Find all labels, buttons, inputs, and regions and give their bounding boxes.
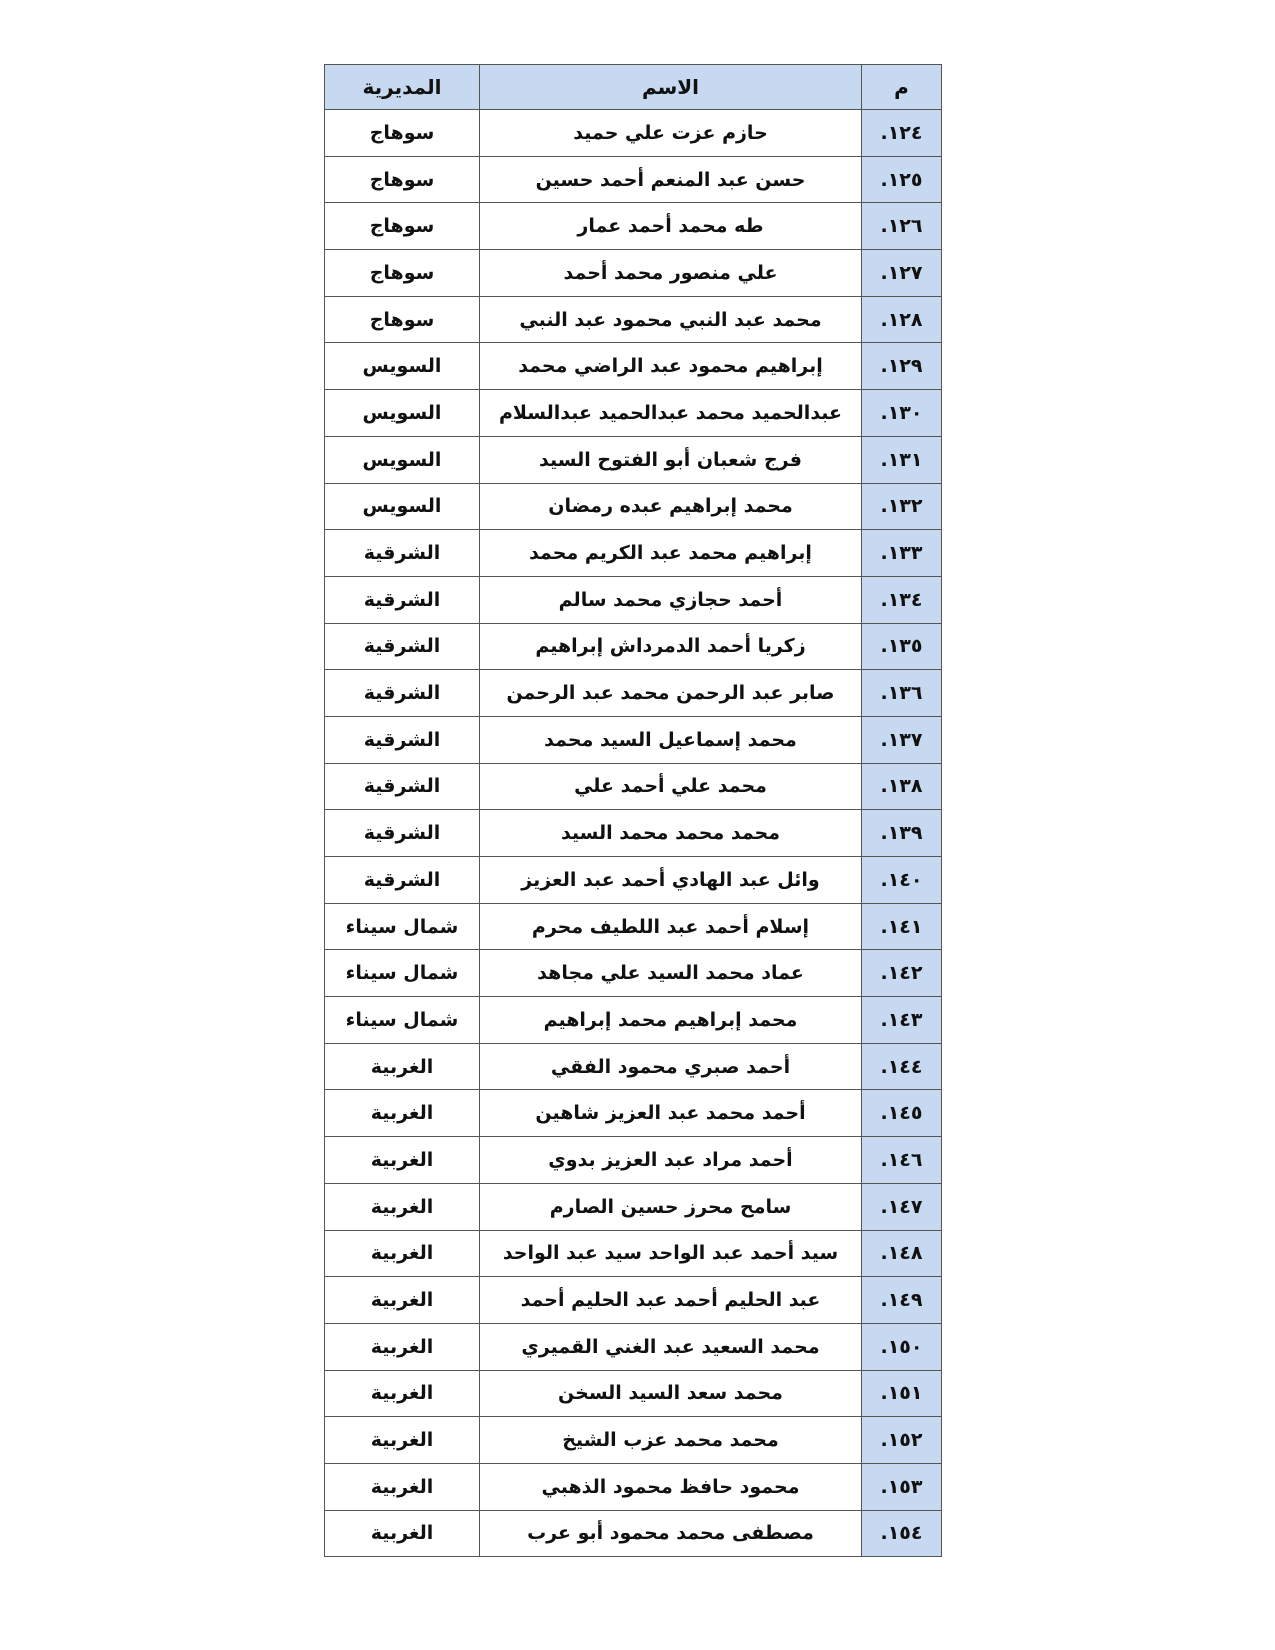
row-name: محمود حافظ محمود الذهبي: [480, 1463, 862, 1510]
table-row: [325, 530, 942, 577]
row-directorate: الغربية: [325, 1090, 480, 1137]
table-row: [325, 857, 942, 904]
table-row: [325, 1183, 942, 1230]
row-number: ١٣٩.: [862, 810, 942, 857]
table-body: [325, 110, 942, 1557]
row-number: ١٣٤.: [862, 576, 942, 623]
row-directorate: الغربية: [325, 1417, 480, 1464]
row-number: ١٤٦.: [862, 1137, 942, 1184]
row-number: ١٤٠.: [862, 857, 942, 904]
row-name: محمد علي أحمد علي: [480, 763, 862, 810]
row-directorate: الغربية: [325, 1323, 480, 1370]
row-directorate: الغربية: [325, 1137, 480, 1184]
row-directorate: الشرقية: [325, 857, 480, 904]
row-name: محمد سعد السيد السخن: [480, 1370, 862, 1417]
table-header-row: [325, 65, 942, 110]
row-name: أحمد مراد عبد العزيز بدوي: [480, 1137, 862, 1184]
table-row: [325, 716, 942, 763]
row-number: ١٣٦.: [862, 670, 942, 717]
row-directorate: الشرقية: [325, 763, 480, 810]
row-number: ١٢٤.: [862, 110, 942, 157]
row-directorate: شمال سيناء: [325, 997, 480, 1044]
table-row: [325, 390, 942, 437]
row-name: أحمد صبري محمود الفقي: [480, 1043, 862, 1090]
row-number: ١٤٥.: [862, 1090, 942, 1137]
row-directorate: السويس: [325, 483, 480, 530]
table-row: [325, 950, 942, 997]
row-number: ١٣٢.: [862, 483, 942, 530]
table-row: [325, 1323, 942, 1370]
table-row: [325, 483, 942, 530]
header-name: الاسم: [480, 65, 862, 110]
row-name: محمد السعيد عبد الغني القميري: [480, 1323, 862, 1370]
row-number: ١٣٧.: [862, 716, 942, 763]
row-number: ١٤٩.: [862, 1277, 942, 1324]
row-directorate: الغربية: [325, 1370, 480, 1417]
row-name: سيد أحمد عبد الواحد سيد عبد الواحد: [480, 1230, 862, 1277]
row-name: حازم عزت علي حميد: [480, 110, 862, 157]
row-name: أحمد حجازي محمد سالم: [480, 576, 862, 623]
row-number: ١٣٠.: [862, 390, 942, 437]
row-directorate: السويس: [325, 343, 480, 390]
table-row: [325, 203, 942, 250]
row-directorate: سوهاج: [325, 296, 480, 343]
row-directorate: الغربية: [325, 1183, 480, 1230]
row-number: ١٥٠.: [862, 1323, 942, 1370]
row-name: مصطفى محمد محمود أبو عرب: [480, 1510, 862, 1557]
row-directorate: شمال سيناء: [325, 903, 480, 950]
row-name: محمد إبراهيم محمد إبراهيم: [480, 997, 862, 1044]
row-number: ١٤٣.: [862, 997, 942, 1044]
row-number: ١٥٢.: [862, 1417, 942, 1464]
table-row: [325, 670, 942, 717]
table-row: [325, 110, 942, 157]
row-directorate: الشرقية: [325, 576, 480, 623]
row-directorate: سوهاج: [325, 110, 480, 157]
row-directorate: السويس: [325, 436, 480, 483]
table-row: [325, 156, 942, 203]
table-row: [325, 1277, 942, 1324]
header-num: م: [862, 65, 942, 110]
row-number: ١٣١.: [862, 436, 942, 483]
row-number: ١٢٨.: [862, 296, 942, 343]
row-number: ١٤٨.: [862, 1230, 942, 1277]
table-row: [325, 997, 942, 1044]
row-name: فرج شعبان أبو الفتوح السيد: [480, 436, 862, 483]
row-number: ١٣٥.: [862, 623, 942, 670]
row-name: عبدالحميد محمد عبدالحميد عبدالسلام: [480, 390, 862, 437]
row-number: ١٥٤.: [862, 1510, 942, 1557]
table-row: [325, 1230, 942, 1277]
table-row: [325, 810, 942, 857]
row-number: ١٤٤.: [862, 1043, 942, 1090]
row-name: علي منصور محمد أحمد: [480, 250, 862, 297]
row-number: ١٥١.: [862, 1370, 942, 1417]
row-number: ١٢٩.: [862, 343, 942, 390]
row-directorate: الغربية: [325, 1463, 480, 1510]
table-row: [325, 1137, 942, 1184]
row-directorate: الشرقية: [325, 670, 480, 717]
row-name: محمد عبد النبي محمود عبد النبي: [480, 296, 862, 343]
row-directorate: الغربية: [325, 1230, 480, 1277]
table-row: [325, 436, 942, 483]
names-table: [324, 64, 942, 1557]
row-name: سامح محرز حسين الصارم: [480, 1183, 862, 1230]
row-directorate: الغربية: [325, 1277, 480, 1324]
row-number: ١٢٥.: [862, 156, 942, 203]
row-number: ١٢٦.: [862, 203, 942, 250]
row-number: ١٤٢.: [862, 950, 942, 997]
row-name: إسلام أحمد عبد اللطيف محرم: [480, 903, 862, 950]
row-name: زكريا أحمد الدمرداش إبراهيم: [480, 623, 862, 670]
row-name: إبراهيم محمد عبد الكريم محمد: [480, 530, 862, 577]
header-directorate: المديرية: [325, 65, 480, 110]
row-directorate: الشرقية: [325, 716, 480, 763]
row-number: ١٣٣.: [862, 530, 942, 577]
table-row: [325, 623, 942, 670]
row-directorate: الغربية: [325, 1043, 480, 1090]
row-number: ١٥٣.: [862, 1463, 942, 1510]
row-number: ١٢٧.: [862, 250, 942, 297]
row-directorate: الشرقية: [325, 623, 480, 670]
row-directorate: شمال سيناء: [325, 950, 480, 997]
row-name: محمد محمد محمد السيد: [480, 810, 862, 857]
row-name: محمد إبراهيم عبده رمضان: [480, 483, 862, 530]
row-name: عبد الحليم أحمد عبد الحليم أحمد: [480, 1277, 862, 1324]
row-name: صابر عبد الرحمن محمد عبد الرحمن: [480, 670, 862, 717]
row-name: وائل عبد الهادي أحمد عبد العزيز: [480, 857, 862, 904]
row-name: عماد محمد السيد علي مجاهد: [480, 950, 862, 997]
row-directorate: سوهاج: [325, 203, 480, 250]
table-row: [325, 576, 942, 623]
row-directorate: السويس: [325, 390, 480, 437]
row-directorate: سوهاج: [325, 156, 480, 203]
table-row: [325, 1043, 942, 1090]
table-row: [325, 1463, 942, 1510]
row-name: أحمد محمد عبد العزيز شاهين: [480, 1090, 862, 1137]
table-row: [325, 250, 942, 297]
row-name: طه محمد أحمد عمار: [480, 203, 862, 250]
table-row: [325, 903, 942, 950]
table-row: [325, 296, 942, 343]
row-name: محمد محمد عزب الشيخ: [480, 1417, 862, 1464]
row-number: ١٤١.: [862, 903, 942, 950]
table-row: [325, 1510, 942, 1557]
row-number: ١٣٨.: [862, 763, 942, 810]
table-row: [325, 1370, 942, 1417]
row-name: إبراهيم محمود عبد الراضي محمد: [480, 343, 862, 390]
row-name: محمد إسماعيل السيد محمد: [480, 716, 862, 763]
table-row: [325, 1090, 942, 1137]
row-number: ١٤٧.: [862, 1183, 942, 1230]
row-directorate: الغربية: [325, 1510, 480, 1557]
row-name: حسن عبد المنعم أحمد حسين: [480, 156, 862, 203]
table-row: [325, 343, 942, 390]
table-row: [325, 763, 942, 810]
row-directorate: سوهاج: [325, 250, 480, 297]
table-row: [325, 1417, 942, 1464]
row-directorate: الشرقية: [325, 810, 480, 857]
row-directorate: الشرقية: [325, 530, 480, 577]
